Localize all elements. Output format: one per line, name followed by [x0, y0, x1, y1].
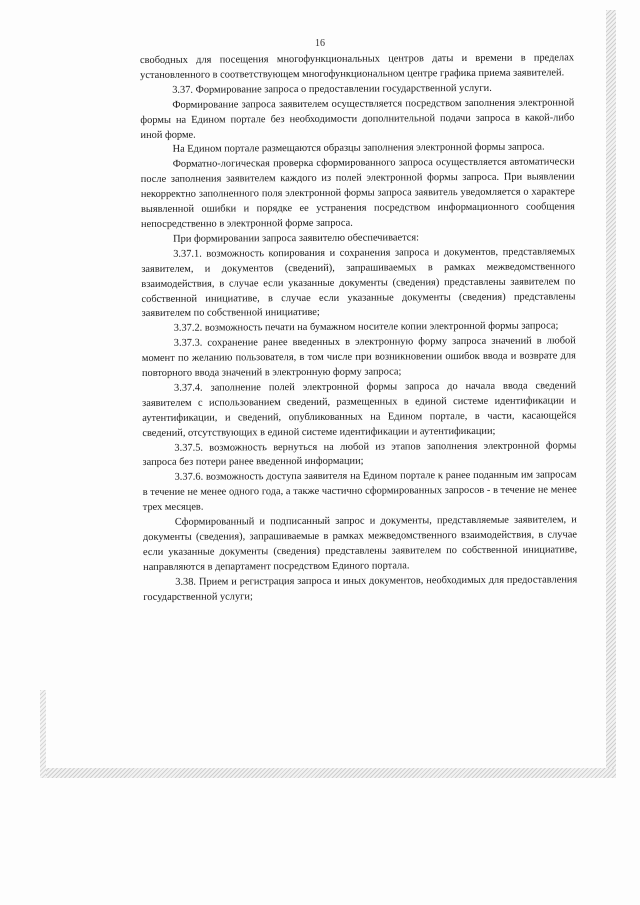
- paragraph-3-37-1: 3.37.1. возможность копирования и сохранения запроса и документов, представляемых заявителем, и документов (сведений), запрашиваемых в рамках межведомственного взаимодействия, в случае если указанные документы (сведения) представлены заявителем по собственной инициативе, в случае если указанные документы (сведения) представлены заявителем по собственной инициативе;: [141, 246, 576, 320]
- paragraph-3-38: 3.38. Прием и регистрация запроса и иных документов, необходимых для предоставления государственной услуги;: [143, 574, 578, 603]
- paragraph-format-check: Форматно-логическая проверка сформированного запроса осуществляется автоматически после заполнения заявителем каждого из полей электронной формы запроса. При выявлении некорректно заполненного поля электронной формы запроса заявитель уведомляется о характере выявленной ошибки и порядке ее устранения посредством информационного сообщения непосредственно в электронной форме запроса.: [140, 156, 575, 230]
- scan-shadow-right: [606, 10, 616, 778]
- scan-shadow-left: [40, 690, 46, 778]
- paragraph-3-37-4: 3.37.4. заполнение полей электронной формы запроса до начала ввода сведений заявителем с использованием сведений, размещенных в единой системе идентификации и аутентификации, и сведений, опубликованных на Едином портале, в части, касающейся сведений, отсутствующих в единой системе идентификации и аутентификации;: [142, 380, 577, 439]
- scan-shadow-bottom: [40, 768, 616, 778]
- paragraph-3-37-6: 3.37.6. возможность доступа заявителя на Едином портале к ранее поданным им запросам в течение не менее одного года, а также частично сформированных запросов - в течение не менее трех месяцев.: [142, 469, 577, 514]
- document-body: [140, 51, 577, 605]
- paragraph-samples: На Едином портале размещаются образцы заполнения электронной формы запроса.: [172, 141, 545, 156]
- paragraph-provided: При формировании запроса заявителю обеспечивается:: [173, 232, 420, 245]
- paragraph-3-37-heading: 3.37. Формирование запроса о предоставлении государственной услуги.: [172, 82, 492, 96]
- page-number: 16: [315, 38, 325, 49]
- paragraph-3-37-5: 3.37.5. возможность вернуться на любой из этапов заполнения электронной формы запроса без потери ранее введенной информации;: [142, 439, 577, 469]
- paragraph-request-forming: Формирование запроса заявителем осуществляется посредством заполнения электронной формы на Едином портале без необходимости дополнительной подачи запроса в какой-либо иной форме.: [140, 97, 575, 141]
- paragraph-3-37-2: 3.37.2. возможность печати на бумажном носителе копии электронной формы запроса;: [173, 320, 559, 335]
- paragraph-continuation: свободных для посещения многофункциональных центров даты и времени в пределах установленного в соответствующем многофункциональном центре графика приема заявителей.: [140, 52, 575, 81]
- paragraph-signed-request: Сформированный и подписанный запрос и документы, представляемые заявителем, и документы (сведения), запрашиваемые в рамках межведомственного взаимодействия, в случае если указанные документы (сведения) представлены заявителем по собственной инициативе, направляются в департамент посредством Единого портала.: [142, 514, 578, 573]
- paragraph-3-37-3: 3.37.3. сохранение ранее введенных в электронную форму запроса значений в любой момент по желанию пользователя, в том числе при возникновении ошибок ввода и возврате для повторного ввода значений в электронную форму запроса;: [141, 335, 576, 380]
